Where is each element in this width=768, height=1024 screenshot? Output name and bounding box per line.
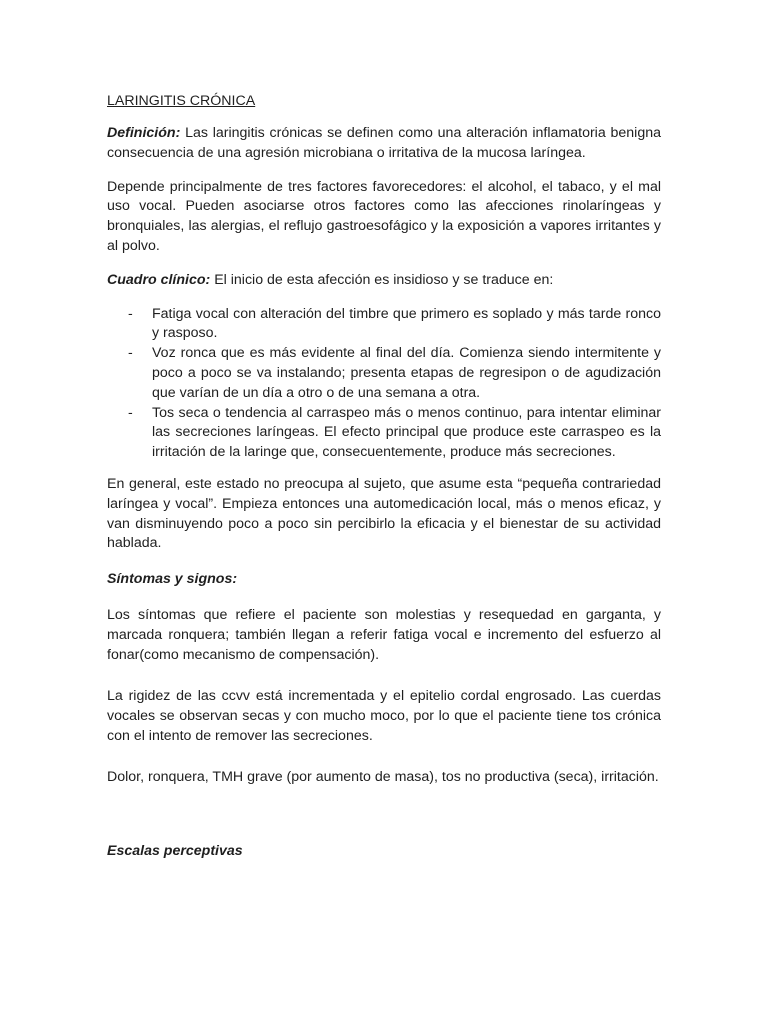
document-page — [107, 92, 661, 861]
perceptual-scales-heading: Escalas perceptivas — [107, 842, 243, 859]
definition-text: Las laringitis crónicas se definen como una alteración inflamatoria benigna consecuencia de una agresión microbiana o irritativa de la mucosa laríngea. — [107, 125, 661, 161]
symptom-list — [107, 305, 661, 463]
list-item-text: Fatiga vocal con alteración del timbre que primero es soplado y más tarde ronco y rasposo. — [152, 305, 661, 342]
list-item-text: Voz ronca que es más evidente al final del día. Comienza siendo intermitente y poco a poco se va instalando; presenta etapas de regresipon o de agudización que varían de un día a otro o de una semana a otra. — [152, 345, 661, 401]
symptoms-paragraph-1: Los síntomas que refiere el paciente son molestias y resequedad en garganta, y marcada ronquera; también llegan a referir fatiga vocal e incremento del esfuerzo al fonar(como mecanismo de compensación). — [107, 606, 661, 663]
bullet-dash: - — [128, 305, 133, 322]
symptoms-paragraph-2: La rigidez de las ccvv está incrementada y el epitelio cordal engrosado. Las cuerdas vocales se observan secas y con mucho moco, por lo que el paciente tiene tos crónica con el intento de remover las secreciones. — [107, 688, 661, 744]
symptoms-heading: Síntomas y signos: — [107, 571, 238, 588]
clinical-picture-paragraph — [107, 271, 661, 291]
bullet-dash: - — [128, 404, 133, 421]
definition-label: Definición: — [107, 125, 181, 141]
list-item — [107, 404, 661, 463]
general-paragraph: En general, este estado no preocupa al sujeto, que asume esta “pequeña contrariedad laríngea y vocal”. Empieza entonces una automedicación local, más o menos eficaz, y van disminuyendo poco a poco sin percibirlo la eficacia y el bienestar de su actividad hablada. — [107, 475, 661, 552]
document-title: LARINGITIS CRÓNICA — [107, 93, 256, 109]
bullet-dash: - — [128, 345, 133, 362]
list-item — [107, 344, 661, 403]
list-item — [107, 305, 661, 345]
clinical-picture-text: El inicio de esta afección es insidioso y se traduce en: — [210, 271, 554, 288]
factors-paragraph: Depende principalmente de tres factores favorecedores: el alcohol, el tabaco, y el mal uso vocal. Pueden asociarse otros factores como las afecciones rinolaríngeas y bronquiales, las alergias, el reflujo gastroesofágico y la exposición a vapores irritantes y al polvo. — [107, 178, 661, 254]
definition-paragraph — [107, 124, 661, 164]
pain-paragraph: Dolor, ronquera, TMH grave (por aumento de masa), tos no productiva (seca), irritación. — [107, 768, 659, 785]
clinical-picture-label: Cuadro clínico: — [107, 271, 211, 288]
list-item-text: Tos seca o tendencia al carraspeo más o menos continuo, para intentar eliminar las secreciones laríngeas. El efecto principal que produce este carraspeo es la irritación de la laringe que, consecuentemente, produce más secreciones. — [152, 404, 661, 461]
